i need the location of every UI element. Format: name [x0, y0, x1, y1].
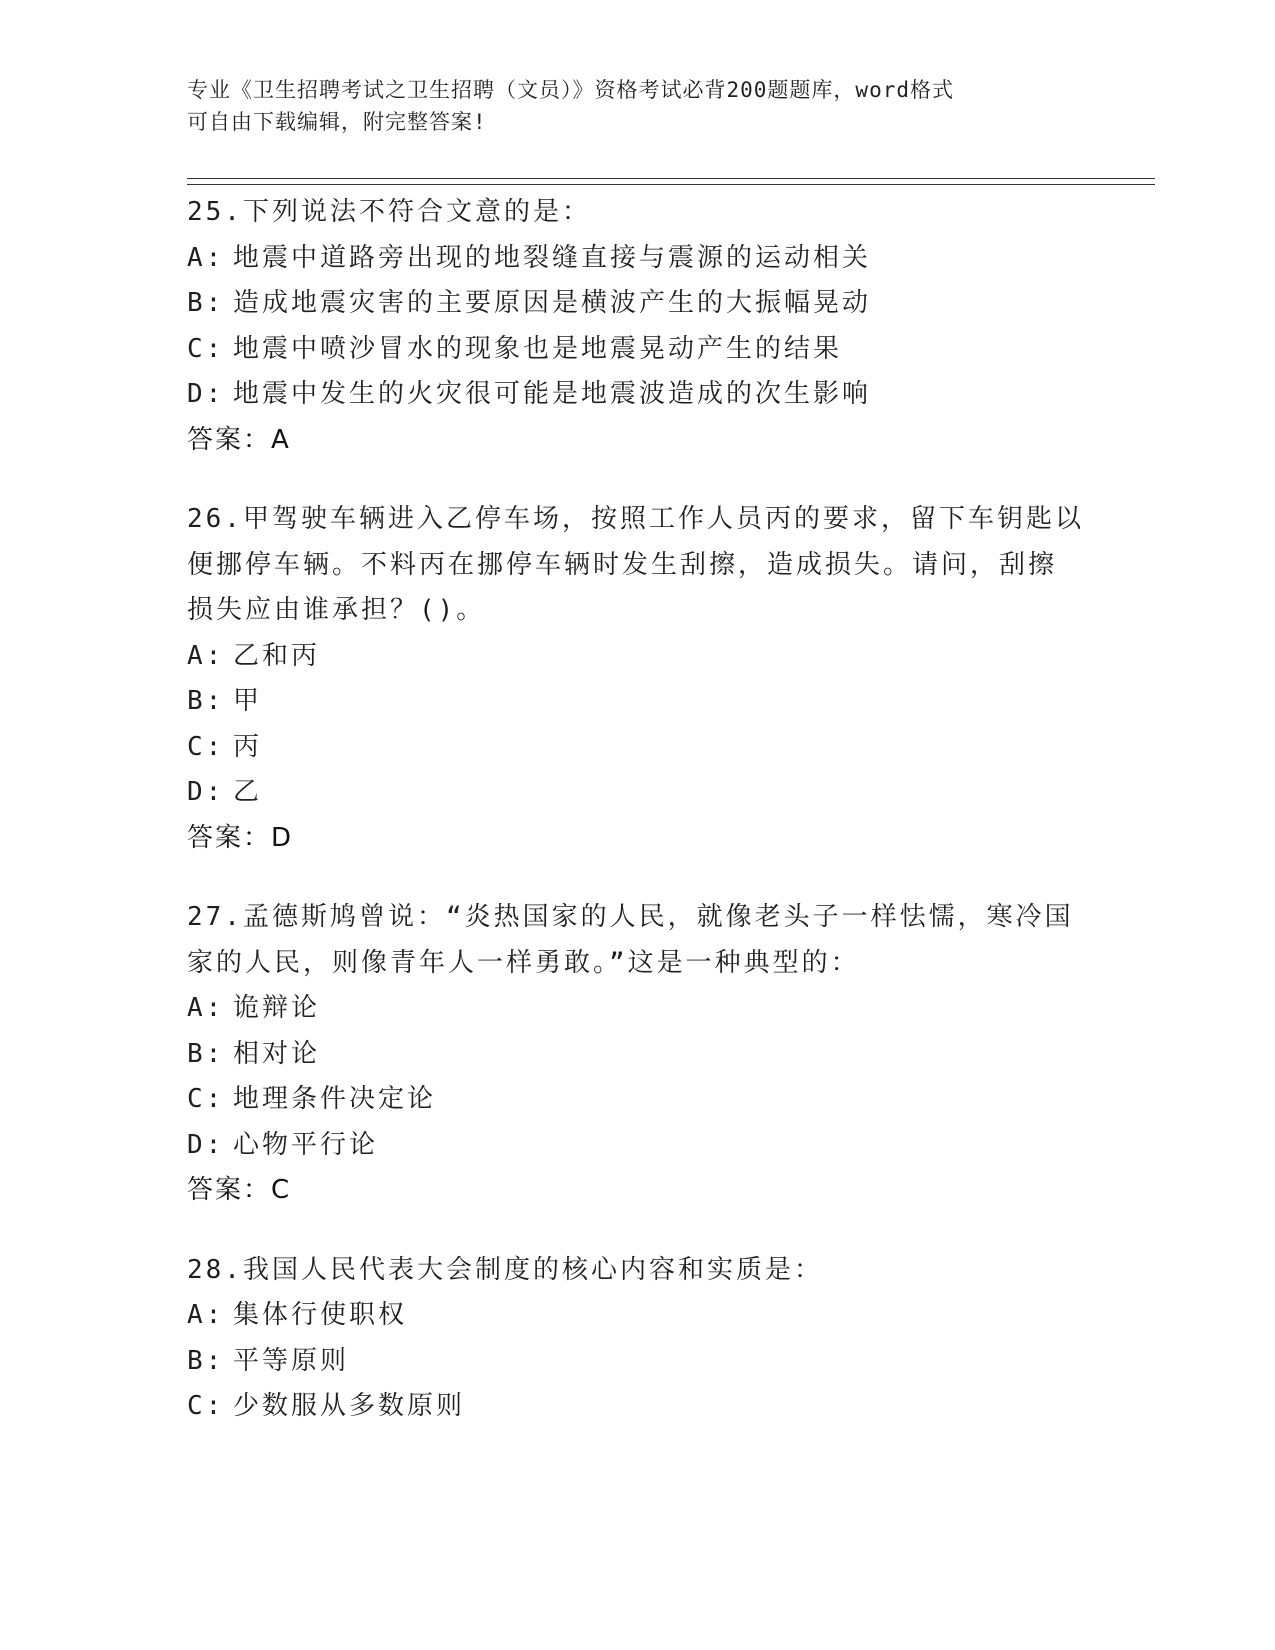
- option-letter: C:: [187, 731, 225, 762]
- option-letter: B:: [187, 288, 225, 318]
- option-text: 乙: [233, 777, 263, 807]
- option-letter: D:: [187, 1129, 225, 1160]
- question-stem: 25.下列说法不符合文意的是：: [187, 197, 591, 227]
- option-letter: A:: [187, 993, 225, 1023]
- option-c: [187, 1077, 1087, 1123]
- document-header: [187, 74, 1087, 138]
- question-26: [187, 497, 1087, 861]
- question-stem: 损失应由谁承担？()。: [187, 595, 486, 625]
- option-text: 心物平行论: [233, 1129, 379, 1160]
- option-c: [187, 327, 1087, 373]
- header-line: 可自由下载编辑，附完整答案!: [187, 110, 487, 134]
- option-d: [187, 372, 1087, 418]
- option-a: [187, 236, 1087, 282]
- header-divider: [187, 178, 1155, 179]
- answer-line: 答案：A: [187, 424, 291, 455]
- option-b: [187, 281, 1087, 327]
- answer-line: 答案：C: [187, 1175, 292, 1205]
- question-27: [187, 895, 1087, 1214]
- answer-line: 答案：D: [187, 822, 294, 853]
- option-text: 少数服从多数原则: [233, 1391, 466, 1421]
- option-letter: C:: [187, 1391, 225, 1421]
- option-a: [187, 634, 1087, 680]
- option-letter: C:: [187, 333, 225, 364]
- header-line: 专业《卫生招聘考试之卫生招聘（文员）》资格考试必背200题题库，word格式: [187, 78, 954, 102]
- option-letter: B:: [187, 1345, 225, 1376]
- option-text: 地震中道路旁出现的地裂缝直接与震源的运动相关: [233, 242, 872, 273]
- question-25: [187, 190, 1087, 463]
- option-d: [187, 1123, 1087, 1169]
- option-text: 诡辩论: [233, 993, 321, 1023]
- question-stem: 26.甲驾驶车辆进入乙停车场，按照工作人员丙的要求，留下车钥匙以: [187, 504, 1084, 534]
- option-d: [187, 770, 1087, 816]
- option-text: 相对论: [233, 1038, 321, 1069]
- option-letter: A:: [187, 640, 225, 671]
- question-list: [187, 190, 1087, 1464]
- option-c: [187, 725, 1087, 771]
- question-28: [187, 1248, 1087, 1430]
- option-letter: B:: [187, 686, 225, 716]
- question-stem: 家的人民，则像青年人一样勇敢。”这是一种典型的：: [187, 947, 860, 978]
- option-letter: A:: [187, 1300, 225, 1330]
- question-stem: 28.我国人民代表大会制度的核心内容和实质是：: [187, 1254, 823, 1285]
- option-text: 乙和丙: [233, 640, 321, 671]
- option-b: [187, 679, 1087, 725]
- option-c: [187, 1384, 1087, 1430]
- option-letter: D:: [187, 379, 225, 409]
- option-text: 平等原则: [233, 1345, 350, 1376]
- option-letter: B:: [187, 1038, 225, 1069]
- option-text: 造成地震灾害的主要原因是横波产生的大振幅晃动: [233, 288, 872, 318]
- option-b: [187, 1339, 1087, 1385]
- option-text: 地震中喷沙冒水的现象也是地震晃动产生的结果: [233, 333, 843, 364]
- option-a: [187, 986, 1087, 1032]
- option-letter: D:: [187, 777, 225, 807]
- question-stem: 便挪停车辆。不料丙在挪停车辆时发生刮擦，造成损失。请问，刮擦: [187, 549, 1058, 580]
- question-stem: 27.孟德斯鸠曾说：“炎热国家的人民，就像老头子一样怯懦，寒冷国: [187, 902, 1074, 932]
- option-letter: C:: [187, 1084, 225, 1114]
- option-text: 地理条件决定论: [233, 1084, 437, 1114]
- option-b: [187, 1032, 1087, 1078]
- option-text: 地震中发生的火灾很可能是地震波造成的次生影响: [233, 379, 872, 409]
- option-a: [187, 1293, 1087, 1339]
- header-divider: [187, 184, 1155, 185]
- option-text: 丙: [233, 731, 263, 762]
- option-text: 甲: [233, 686, 263, 716]
- option-letter: A:: [187, 242, 225, 273]
- option-text: 集体行使职权: [233, 1300, 408, 1330]
